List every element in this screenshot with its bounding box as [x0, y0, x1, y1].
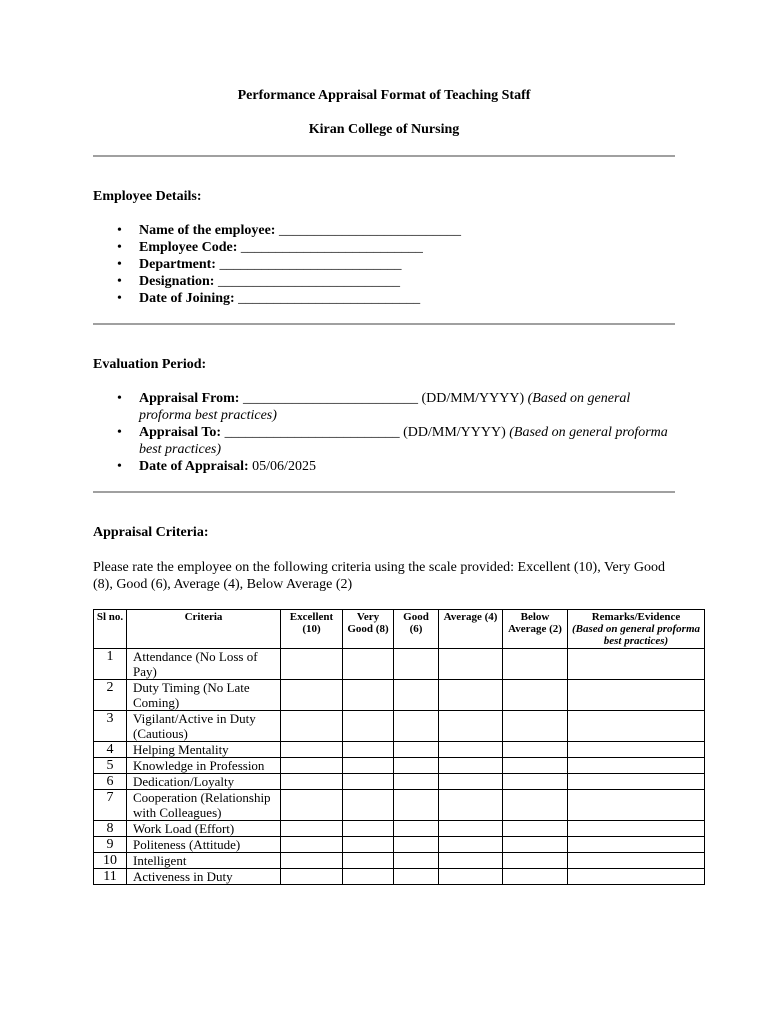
rating-cell-very-good: [343, 790, 394, 821]
header-average: Average (4): [439, 610, 503, 649]
table-header-row: [94, 610, 705, 649]
header-sl-no: Sl no.: [94, 610, 127, 649]
rating-cell-good: [394, 853, 439, 869]
field-blank: __________________________: [217, 274, 400, 289]
rating-cell-good: [394, 649, 439, 680]
table-row: [94, 742, 705, 758]
rating-cell-remarks: [568, 758, 705, 774]
rating-cell-average: [439, 790, 503, 821]
header-criteria: Criteria: [127, 610, 281, 649]
header-very-good: Very Good (8): [343, 610, 394, 649]
list-item: [93, 256, 683, 273]
field-blank: __________________________: [278, 223, 461, 238]
rating-cell-very-good: [343, 837, 394, 853]
table-row: [94, 711, 705, 742]
bullet-icon: •: [117, 459, 122, 474]
row-number: 10: [94, 853, 127, 869]
rating-cell-remarks: [568, 790, 705, 821]
field-blank: _________________________: [224, 425, 400, 440]
bullet-icon: •: [117, 391, 122, 406]
note-text: (Based on general proforma best practices): [139, 425, 668, 457]
row-number: 7: [94, 790, 127, 821]
header-excellent: Excellent (10): [281, 610, 343, 649]
rating-cell-remarks: [568, 649, 705, 680]
rating-cell-excellent: [281, 680, 343, 711]
field-blank: _________________________: [242, 391, 418, 406]
rating-cell-average: [439, 774, 503, 790]
row-number: 11: [94, 869, 127, 885]
rating-cell-below-average: [503, 711, 568, 742]
header-below-average: Below Average (2): [503, 610, 568, 649]
header-remarks: [568, 610, 705, 649]
rating-cell-average: [439, 869, 503, 885]
row-number: 6: [94, 774, 127, 790]
rating-cell-average: [439, 853, 503, 869]
rating-cell-average: [439, 742, 503, 758]
list-item: [93, 239, 683, 256]
rating-cell-below-average: [503, 869, 568, 885]
list-item: [93, 458, 683, 475]
rating-cell-remarks: [568, 774, 705, 790]
table-row: [94, 869, 705, 885]
header-good: Good (6): [394, 610, 439, 649]
rating-cell-remarks: [568, 837, 705, 853]
table-row: [94, 837, 705, 853]
field-label: Employee Code:: [139, 240, 238, 255]
rating-cell-below-average: [503, 853, 568, 869]
rating-cell-remarks: [568, 869, 705, 885]
table-row: [94, 821, 705, 837]
rating-cell-below-average: [503, 837, 568, 853]
rating-cell-below-average: [503, 742, 568, 758]
field-label: Date of Appraisal:: [139, 459, 249, 474]
rating-cell-excellent: [281, 821, 343, 837]
criteria-label: Work Load (Effort): [127, 821, 281, 837]
rating-cell-excellent: [281, 649, 343, 680]
criteria-label: Activeness in Duty: [127, 869, 281, 885]
rating-cell-excellent: [281, 758, 343, 774]
criteria-label: Duty Timing (No Late Coming): [127, 680, 281, 711]
rating-cell-good: [394, 758, 439, 774]
rating-cell-average: [439, 680, 503, 711]
rating-cell-remarks: [568, 711, 705, 742]
bullet-icon: •: [117, 257, 122, 272]
rating-cell-remarks: [568, 742, 705, 758]
criteria-label: Helping Mentality: [127, 742, 281, 758]
table-row: [94, 680, 705, 711]
row-number: 2: [94, 680, 127, 711]
list-item: [93, 290, 683, 307]
date-format: (DD/MM/YYYY): [421, 391, 525, 406]
bullet-icon: •: [117, 291, 122, 306]
rating-cell-average: [439, 837, 503, 853]
row-number: 1: [94, 649, 127, 680]
evaluation-period-heading: Evaluation Period:: [93, 357, 207, 372]
appraisal-date: 05/06/2025: [252, 459, 316, 474]
rating-cell-average: [439, 649, 503, 680]
criteria-label: Knowledge in Profession: [127, 758, 281, 774]
rating-cell-excellent: [281, 869, 343, 885]
rating-cell-average: [439, 711, 503, 742]
rating-instruction: Please rate the employee on the following criteria using the scale provided: Excellent (10), Very Good (8), Good (6), Average (4), Below Average (2): [93, 560, 666, 592]
rating-cell-very-good: [343, 680, 394, 711]
table-row: [94, 774, 705, 790]
rating-cell-excellent: [281, 837, 343, 853]
rating-cell-good: [394, 869, 439, 885]
remarks-title: Remarks/Evidence: [591, 611, 681, 623]
rating-cell-very-good: [343, 742, 394, 758]
divider: [93, 491, 675, 493]
rating-cell-very-good: [343, 711, 394, 742]
table-row: [94, 853, 705, 869]
rating-cell-good: [394, 790, 439, 821]
rating-cell-below-average: [503, 821, 568, 837]
note-text: (Based on general proforma best practices): [139, 391, 631, 423]
rating-cell-remarks: [568, 680, 705, 711]
row-number: 3: [94, 711, 127, 742]
date-format: (DD/MM/YYYY): [403, 425, 506, 440]
criteria-label: Politeness (Attitude): [127, 837, 281, 853]
rating-cell-very-good: [343, 774, 394, 790]
rating-cell-very-good: [343, 869, 394, 885]
rating-cell-below-average: [503, 649, 568, 680]
divider: [93, 155, 675, 157]
appraisal-criteria-heading: Appraisal Criteria:: [93, 525, 209, 540]
bullet-icon: •: [117, 274, 122, 289]
criteria-label: Cooperation (Relationship with Colleagues): [127, 790, 281, 821]
college-name: Kiran College of Nursing: [308, 122, 460, 137]
criteria-table-body: [94, 649, 705, 885]
rating-cell-below-average: [503, 758, 568, 774]
field-label: Date of Joining:: [139, 291, 235, 306]
rating-cell-good: [394, 742, 439, 758]
table-row: [94, 758, 705, 774]
criteria-label: Dedication/Loyalty: [127, 774, 281, 790]
rating-cell-average: [439, 821, 503, 837]
rating-cell-excellent: [281, 774, 343, 790]
rating-cell-excellent: [281, 853, 343, 869]
rating-cell-very-good: [343, 649, 394, 680]
rating-cell-remarks: [568, 853, 705, 869]
rating-cell-good: [394, 837, 439, 853]
row-number: 5: [94, 758, 127, 774]
row-number: 4: [94, 742, 127, 758]
bullet-icon: •: [117, 223, 122, 238]
employee-details-heading: Employee Details:: [93, 189, 202, 204]
field-blank: __________________________: [219, 257, 402, 272]
bullet-icon: •: [117, 425, 122, 440]
field-label: Name of the employee:: [139, 223, 276, 238]
employee-details-list: [93, 222, 683, 307]
field-blank: __________________________: [240, 240, 423, 255]
field-label: Appraisal To:: [139, 425, 222, 440]
field-label: Designation:: [139, 274, 215, 289]
criteria-label: Attendance (No Loss of Pay): [127, 649, 281, 680]
rating-cell-very-good: [343, 853, 394, 869]
rating-cell-excellent: [281, 711, 343, 742]
rating-cell-very-good: [343, 758, 394, 774]
rating-cell-good: [394, 711, 439, 742]
rating-cell-very-good: [343, 821, 394, 837]
criteria-table: [93, 609, 705, 885]
rating-cell-average: [439, 758, 503, 774]
rating-cell-remarks: [568, 821, 705, 837]
criteria-label: Vigilant/Active in Duty (Cautious): [127, 711, 281, 742]
list-item: [93, 390, 683, 424]
field-blank: __________________________: [238, 291, 421, 306]
evaluation-period-list: [93, 390, 683, 475]
field-label: Department:: [139, 257, 216, 272]
list-item: [93, 222, 683, 239]
field-label: Appraisal From:: [139, 391, 240, 406]
criteria-label: Intelligent: [127, 853, 281, 869]
rating-cell-good: [394, 680, 439, 711]
row-number: 8: [94, 821, 127, 837]
rating-cell-good: [394, 774, 439, 790]
rating-cell-excellent: [281, 742, 343, 758]
divider: [93, 323, 675, 325]
rating-cell-excellent: [281, 790, 343, 821]
row-number: 9: [94, 837, 127, 853]
page-title: Performance Appraisal Format of Teaching Staff: [237, 88, 531, 103]
table-row: [94, 790, 705, 821]
bullet-icon: •: [117, 240, 122, 255]
table-row: [94, 649, 705, 680]
rating-cell-below-average: [503, 774, 568, 790]
list-item: [93, 424, 683, 458]
rating-cell-good: [394, 821, 439, 837]
list-item: [93, 273, 683, 290]
rating-cell-below-average: [503, 790, 568, 821]
remarks-note: (Based on general proforma best practices): [571, 623, 701, 647]
rating-cell-below-average: [503, 680, 568, 711]
